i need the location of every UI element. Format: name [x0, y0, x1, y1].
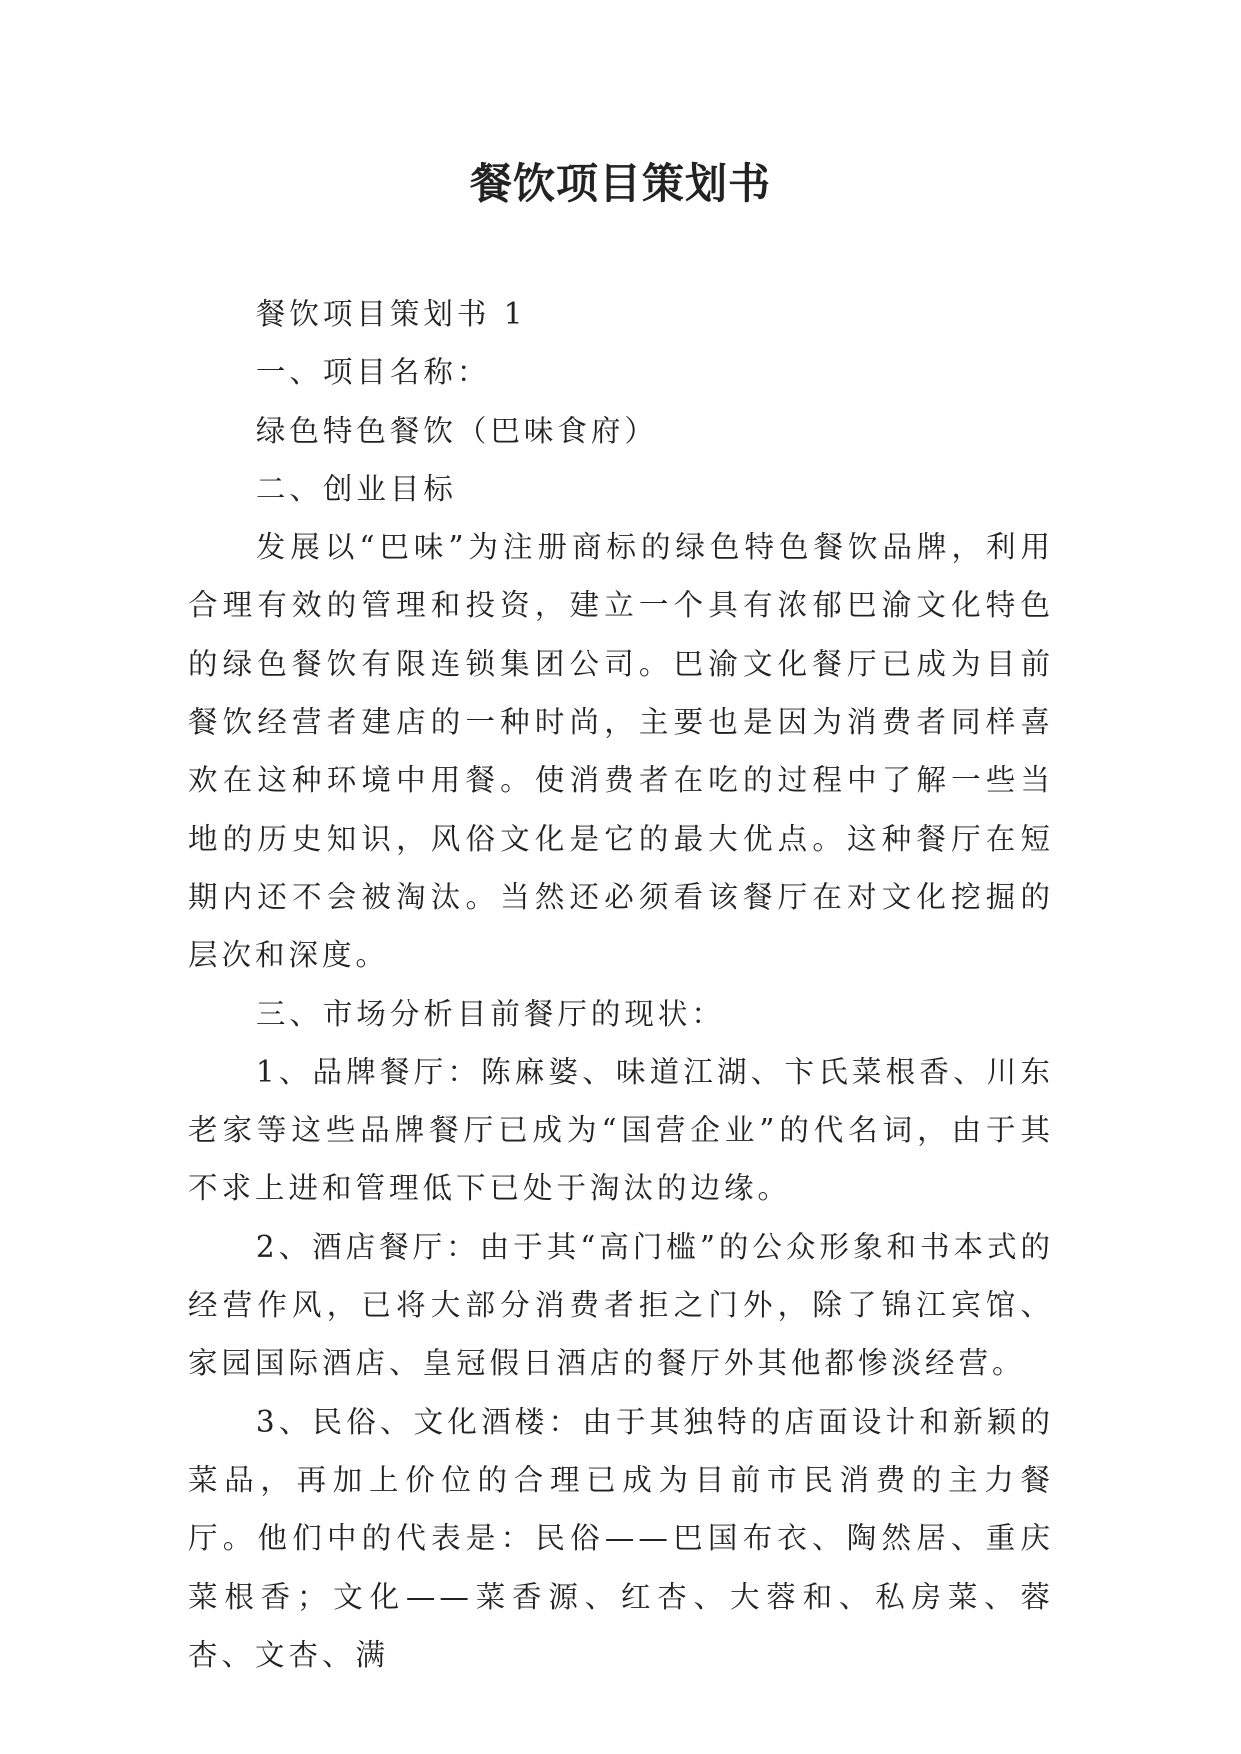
paragraph-section-3-heading: 三、市场分析目前餐厅的现状： [255, 996, 725, 1031]
paragraph-subtitle: 餐饮项目策划书 1 [255, 297, 527, 331]
paragraph-folk-culture-restaurants: 3、民俗、文化酒楼：由于其独特的店面设计和新颖的菜品，再加上价位的合理已成为目前市民消费的主力餐厅。他们中的代表是：民俗——巴国布衣、陶然居、重庆菜根香；文化——菜香源、红杏、大蓉和、私房菜、蓉杏、文杏、满 [188, 1404, 1054, 1672]
paragraph-section-1-heading: 一、项目名称： [255, 355, 491, 390]
paragraph-section-2-heading: 二、创业目标 [255, 471, 457, 506]
document-body [188, 285, 1054, 1684]
paragraph-project-name: 绿色特色餐饮（巴味食府） [255, 413, 658, 448]
paragraph-brand-restaurants: 1、品牌餐厅：陈麻婆、味道江湖、卞氏菜根香、川东老家等这些品牌餐厅已成为“国营企业”的代名词，由于其不求上进和管理低下已处于淘汰的边缘。 [188, 1054, 1054, 1206]
paragraph-goal-description: 发展以“巴味”为注册商标的绿色特色餐饮品牌，利用合理有效的管理和投资，建立一个具有浓郁巴渝文化特色的绿色餐饮有限连锁集团公司。巴渝文化餐厅已成为目前餐饮经营者建店的一种时尚，主要也是因为消费者同样喜欢在这种环境中用餐。使消费者在吃的过程中了解一些当地的历史知识，风俗文化是它的最大优点。这种餐厅在短期内还不会被淘汰。当然还必须看该餐厅在对文化挖掘的层次和深度。 [188, 530, 1054, 973]
paragraph-hotel-restaurants: 2、酒店餐厅：由于其“高门槛”的公众形象和书本式的经营作风，已将大部分消费者拒之门外，除了锦江宾馆、家园国际酒店、皇冠假日酒店的餐厅外其他都惨淡经营。 [188, 1229, 1054, 1381]
document-title: 餐饮项目策划书 [469, 159, 771, 208]
